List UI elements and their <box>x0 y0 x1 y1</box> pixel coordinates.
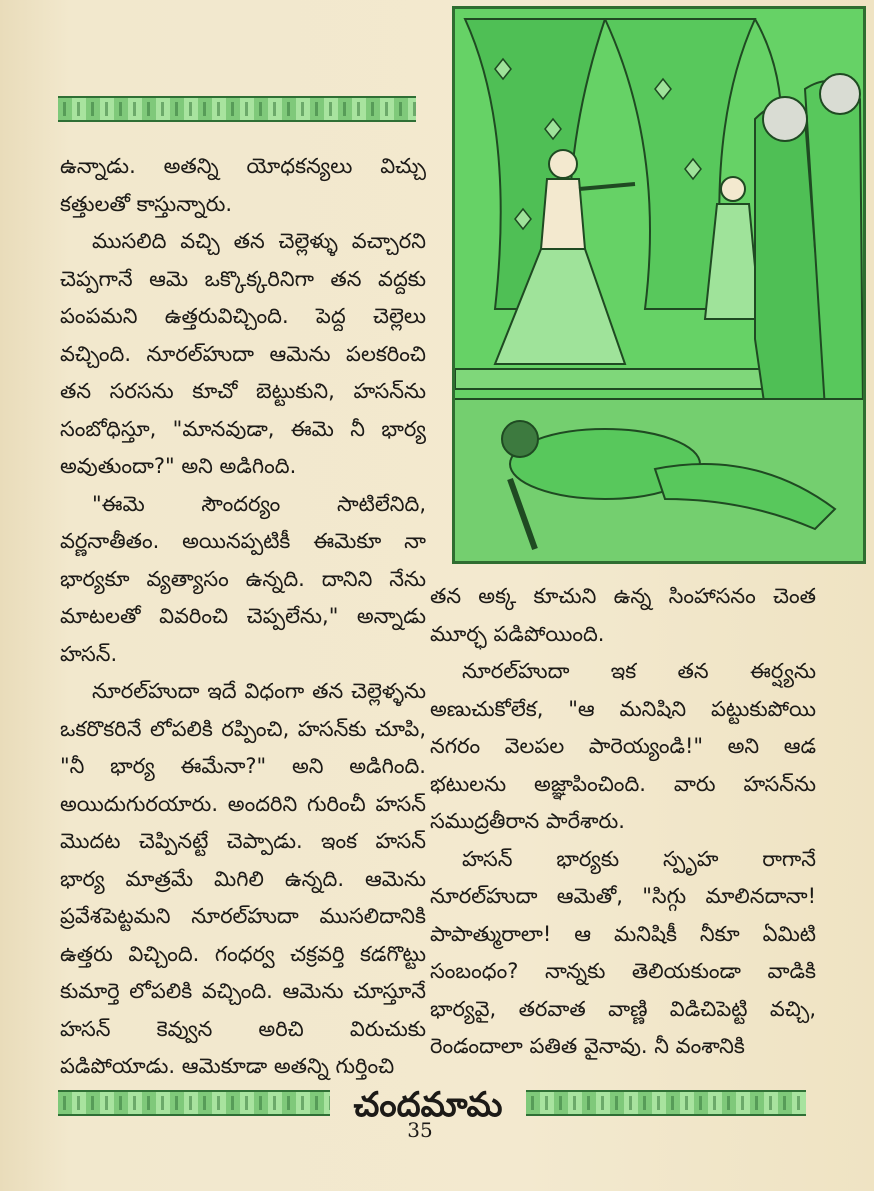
paragraph: హసన్ భార్యకు స్పృహ రాగానే నూరల్‌హుదా ఆమెతో, "సిగ్గు మాలినదానా! పాపాత్మురాలా! ఆ మనిషికీ నీకూ ఏమిటి సంబంధం? నాన్నకు తెలియకుండా వాడికి భార్యవై, తరవాత వాణ్ణి విడిచిపెట్టి వచ్చి, రెండందాలా పతిత వైనావు. నీ వంశానికి <box>430 846 816 1058</box>
top-decorative-border <box>58 96 416 122</box>
footer-left-border <box>58 1090 330 1116</box>
right-text-column <box>430 578 816 1066</box>
paragraph: తన అక్క కూచుని ఉన్న సింహాసనం చెంత మూర్ఛ పడిపోయింది. <box>430 584 816 646</box>
paragraph: "ఈమె సౌందర్యం సాటిలేనిది, వర్ణనాతీతం. అయినప్పటికీ ఈమెకూ నా భార్యకూ వ్యత్యాసం ఉన్నది. దానిని నేను మాటలతో వివరించి చెప్పలేను," అన్నాడు హసన్. <box>60 491 426 666</box>
magazine-name: చందమామ <box>353 1085 503 1125</box>
paragraph: ముసలిది వచ్చి తన చెల్లెళ్ళు వచ్చారని చెప్పగానే ఆమె ఒక్కొక్కరినిగా తన వద్దకు పంపమని ఉత్తరువిచ్చింది. పెద్ద చెల్లెలు వచ్చింది. నూరల్‌హుదా ఆమెను పలకరించి తన సరసను కూచో బెట్టుకుని, హసన్‌ను సంబోధిస్తూ, "మానవుడా, ఈమె నీ భార్య అవుతుందా?" అని అడిగింది. <box>60 229 426 478</box>
left-text-column <box>60 148 426 1086</box>
page-number: 35 <box>407 1118 433 1142</box>
story-illustration <box>452 6 866 564</box>
paragraph: నూరల్‌హుదా ఇదే విధంగా తన చెల్లెళ్ళను ఒకరొకరినే లోపలికి రప్పించి, హసన్‌కు చూపి, "నీ భార్య ఈమేనా?" అని అడిగింది. అయిదుగురయారు. అందరిని గురించీ హసన్ మొదట చెప్పినట్టే చెప్పాడు. ఇంక హసన్ భార్య మాత్రమే మిగిలి ఉన్నది. ఆమెను ప్రవేశపెట్టమని నూరల్‌హుదా ముసలిదానికి ఉత్తరు విచ్చింది. గంధర్వ చక్రవర్తి కడగొట్టు కుమార్తె లోపలికి వచ్చింది. ఆమెను చూస్తూనే హసన్ కెవ్వున అరిచి విరుచుకు పడిపోయాడు. ఆమెకూడా అతన్ని గుర్తించి <box>60 679 426 1078</box>
paragraph: నూరల్‌హుదా ఇక తన ఈర్ష్యను అణుచుకోలేక, "ఆ మనిషిని పట్టుకుపోయి నగరం వెలపల పారెయ్యండి!" అని ఆడ భటులను అజ్ఞాపించింది. వారు హసన్‌ను సముద్రతీరాన పారేశారు. <box>430 659 816 833</box>
paragraph: ఉన్నాడు. అతన్ని యోధకన్యలు విచ్చు కత్తులతో కాస్తున్నారు. <box>60 154 426 216</box>
illustration-drawing <box>455 9 863 561</box>
footer-right-border <box>526 1090 806 1116</box>
